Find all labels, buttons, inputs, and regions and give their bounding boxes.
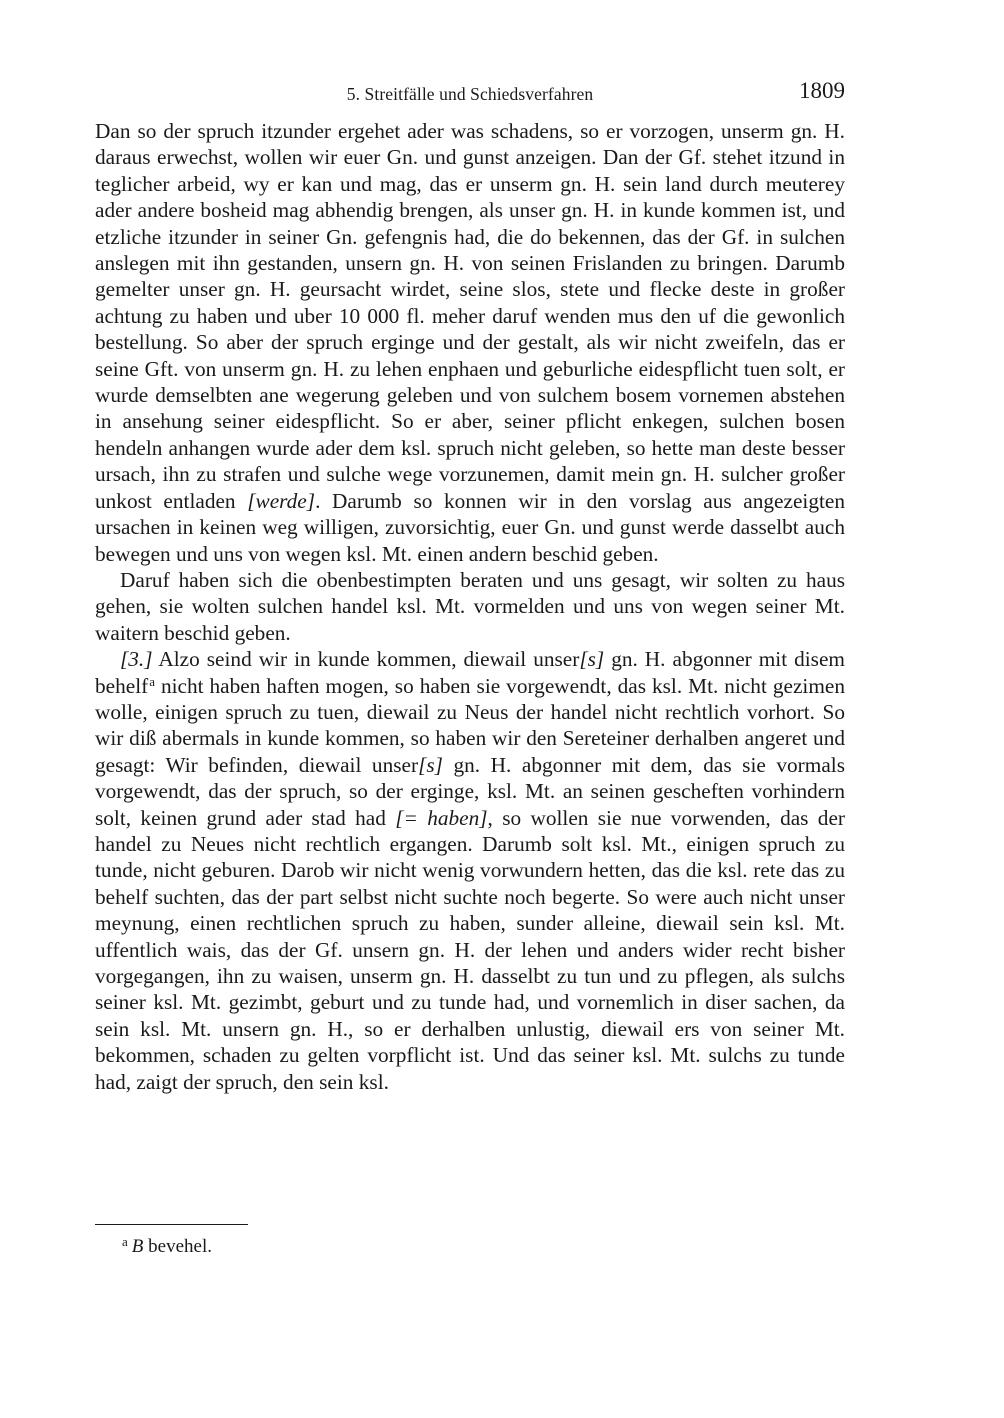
text-segment: nicht haben haften mogen, so haben sie vorgewendt, das ksl. Mt. nicht gezimen wolle, einigen spruch zu tuen, diewail zu Neus der handel nicht rechtlich vorhort. So wir diß abermals in kunde kommen, so haben wir den Sereteiner derhalben angeret und gesagt: Wir befinden, diewail unser [95,673,845,777]
text-segment: , so wollen sie nue vorwenden, das der handel zu Neues nicht rechtlich ergangen. Darumb solt ksl. Mt., einigen spruch zu tunde, nicht geburen. Darob wir nicht wenig vorwundern hetten, das die ksl. rete das zu behelf suchten, das der part selbst nicht suchte noch begerte. So were auch nicht unser meynung, einen rechtlichen spruch zu haben, sunder alleine, diewail sein ksl. Mt. uffentlich wais, das der Gf. unsern gn. H. der lehen und anders wider recht bisher vorgegangen, ihn zu waisen, unserm gn. H. dasselbt zu tun und zu pflegen, als sulchs seiner ksl. Mt. gezimbt, geburt und zu tunde had, und vornemlich in diser sachen, da sein ksl. Mt. unsern gn. H., so er derhalben unlustig, diewail ers von seiner Mt. bekommen, schaden zu gelten vorpflicht ist. Und das seiner ksl. Mt. sulchs zu tunde had, zaigt der spruch, den sein ksl. [95,805,845,1094]
editorial-insertion: [= haben] [395,805,488,830]
paragraph [95,646,845,1095]
footnote [122,1230,212,1259]
running-head [95,78,845,110]
text-segment: . Darumb so konnen wir in den vorslag aus angezeigten ursachen in keinen weg willigen, zuvorsichtig, euer Gn. und gunst werde dasselbt auch bewegen und uns von wegen ksl. Mt. einen andern beschid geben. [95,488,846,566]
page-number: 1809 [799,78,845,103]
text-segment: gn. H. abgonner mit dem, das sie vormals vorgewendt, das der spruch, so der erginge, ksl. Mt. an seinen gescheften vorhindern solt, keinen grund ader stad had [95,752,845,830]
editorial-insertion: [s] [418,752,443,777]
text-segment: Daruf haben sich die obenbestimpten beraten und uns gesagt, wir solten zu haus gehen, sie wolten sulchen handel ksl. Mt. vormelden und uns von wegen seiner Mt. waitern beschid geben. [95,567,845,645]
footnote-rule [95,1224,248,1225]
paragraph [95,567,845,646]
editorial-insertion: [3.] [120,647,153,672]
footnote-text: bevehel. [143,1236,212,1257]
text-segment: Dan so der spruch itzunder ergehet ader was schadens, so er vorzogen, unserm gn. H. daraus erwechst, wollen wir euer Gn. und gunst anzeigen. Dan der Gf. stehet itzund in teglicher arbeid, wy er kan und mag, das er unserm gn. H. sein land durch meuterey ader andere bosheid mag abhendig brengen, als unser gn. H. in kunde kommen ist, und etzliche itzunder in seiner Gn. gefengnis had, die do bekennen, das der Gf. in sulchen anslegen mit ihn gestanden, unsern gn. H. von seinen Frislanden zu bringen. Darumb gemelter unser gn. H. geursacht wirdet, seine slos, stete und flecke deste in großer achtung zu haben und uber 10 000 fl. meher daruf wenden mus den uf die gewonlich bestellung. So aber der spruch erginge und der gestalt, als wir nicht zweifeln, das er seine Gft. von unserm gn. H. zu lehen enphaen und geburliche eidespflicht tuen solt, er wurde demselbten ane wegerung geleben und von sulchem bosem vornemen abstehen in ansehung seiner eidespflicht. So er aber, seiner pflicht enkegen, sulchen bosen hendeln anhangen wurde ader dem ksl. spruch nicht geleben, so hette man deste besser ursach, ihn zu strafen und sulche wege vorzunemen, damit mein gn. H. sulcher großer unkost entladen [95,119,845,513]
editorial-insertion: [s] [579,647,605,672]
footnote-reference: a [149,673,155,689]
running-title: 5. Streitfälle und Schiedsverfahren [346,84,594,104]
page [95,78,845,1095]
paragraph [95,118,845,567]
body-text [95,118,845,1095]
editorial-insertion: [werde] [247,488,316,513]
footnote-siglum: B [131,1236,144,1257]
text-segment: Alzo seind wir in kunde kommen, diewail unser [152,647,580,672]
footnote-mark: a [122,1234,128,1249]
text-segment: gn. H. abgonner mit disem behelf [95,647,845,698]
